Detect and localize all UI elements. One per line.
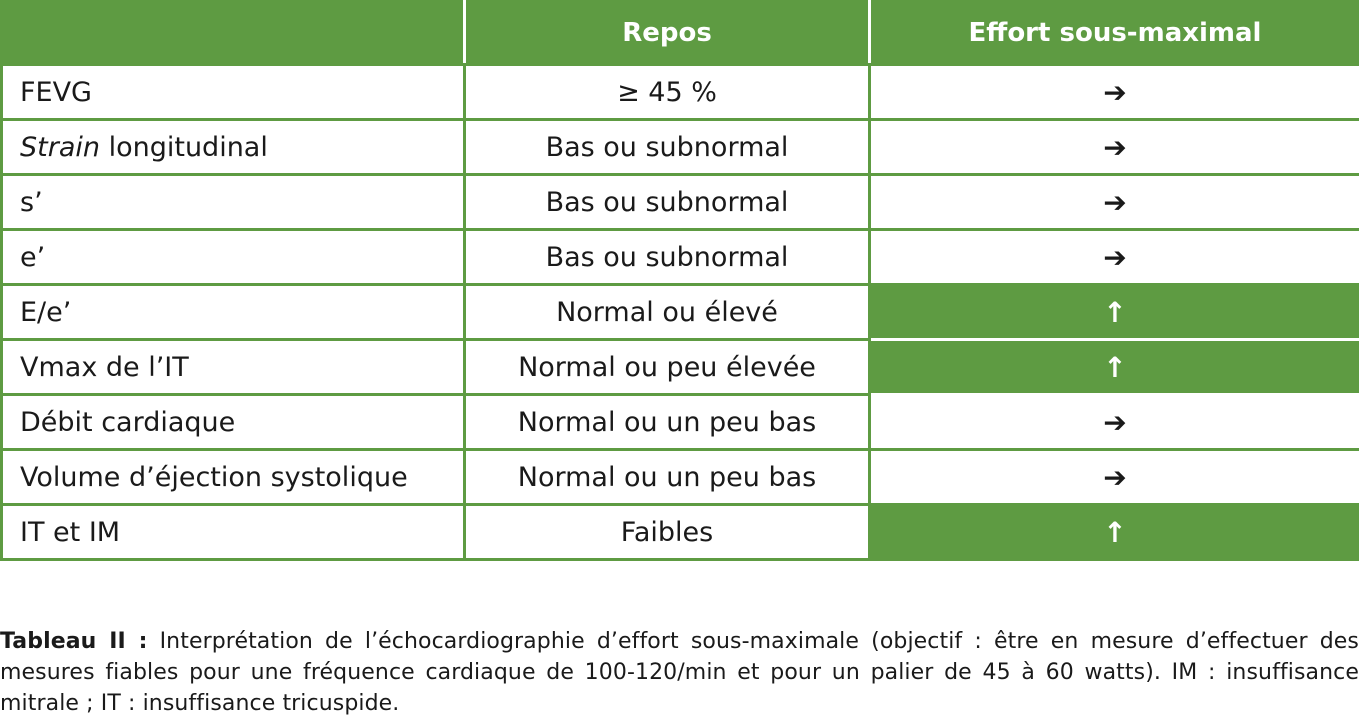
table-row <box>2 450 1359 505</box>
header-effort: Effort sous-maximal <box>870 2 1359 65</box>
row-parameter <box>2 395 465 450</box>
parameter-text: IT et IM <box>20 516 121 548</box>
row-parameter <box>2 65 465 120</box>
parameter-text: FEVG <box>20 76 92 108</box>
parameter-text: s’ <box>20 186 43 218</box>
row-rest-value: Normal ou un peu bas <box>465 395 870 450</box>
row-effort-value <box>870 340 1359 395</box>
arrow-right-icon: ➔ <box>1103 240 1127 274</box>
row-rest-value: Bas ou subnormal <box>465 120 870 175</box>
table-row <box>2 340 1359 395</box>
table-row <box>2 120 1359 175</box>
row-effort-value <box>870 65 1359 120</box>
table-row <box>2 65 1359 120</box>
row-effort-value <box>870 120 1359 175</box>
row-rest-value: Normal ou un peu bas <box>465 450 870 505</box>
arrow-right-icon: ➔ <box>1103 75 1127 109</box>
row-effort-value <box>870 505 1359 560</box>
caption-text: Interprétation de l’échocardiographie d’effort sous-maximale (objectif : être en mesure d’effectuer des mesures fiables pour une fréquence cardiaque de 100-120/min et pour un palier de 45 à 60 watts). IM : insuffisance mitrale ; IT : insuffisance tricuspide. <box>0 629 1359 716</box>
parameter-text: Volume d’éjection systolique <box>20 461 408 493</box>
row-rest-value: ≥ 45 % <box>465 65 870 120</box>
row-parameter <box>2 505 465 560</box>
arrow-right-icon: ➔ <box>1103 460 1127 494</box>
row-parameter <box>2 230 465 285</box>
row-effort-value <box>870 230 1359 285</box>
row-rest-value: Bas ou subnormal <box>465 230 870 285</box>
caption-label: Tableau II : <box>0 629 148 654</box>
row-rest-value: Normal ou élevé <box>465 285 870 340</box>
table-body <box>2 65 1359 560</box>
row-parameter <box>2 340 465 395</box>
parameter-italic-text: Strain <box>20 131 100 163</box>
table-row <box>2 395 1359 450</box>
row-parameter <box>2 450 465 505</box>
table-row <box>2 285 1359 340</box>
arrow-right-icon: ➔ <box>1103 185 1127 219</box>
row-parameter <box>2 285 465 340</box>
header-parameter <box>2 2 465 65</box>
arrow-up-icon: ↑ <box>1103 295 1127 329</box>
table-row <box>2 230 1359 285</box>
arrow-up-icon: ↑ <box>1103 350 1127 384</box>
parameter-text: Débit cardiaque <box>20 406 236 438</box>
parameter-text: longitudinal <box>100 131 268 163</box>
parameter-text: e’ <box>20 241 46 273</box>
table-row <box>2 175 1359 230</box>
row-effort-value <box>870 395 1359 450</box>
row-parameter <box>2 120 465 175</box>
arrow-right-icon: ➔ <box>1103 405 1127 439</box>
table-row <box>2 505 1359 560</box>
row-effort-value <box>870 285 1359 340</box>
table-header-row <box>2 2 1359 65</box>
parameter-text: E/e’ <box>20 296 72 328</box>
table-caption <box>0 626 1359 719</box>
row-rest-value: Normal ou peu élevée <box>465 340 870 395</box>
row-effort-value <box>870 175 1359 230</box>
row-effort-value <box>870 450 1359 505</box>
row-parameter <box>2 175 465 230</box>
row-rest-value: Faibles <box>465 505 870 560</box>
parameter-text: Vmax de l’IT <box>20 351 189 383</box>
arrow-right-icon: ➔ <box>1103 130 1127 164</box>
row-rest-value: Bas ou subnormal <box>465 175 870 230</box>
arrow-up-icon: ↑ <box>1103 515 1127 549</box>
header-rest: Repos <box>465 2 870 65</box>
